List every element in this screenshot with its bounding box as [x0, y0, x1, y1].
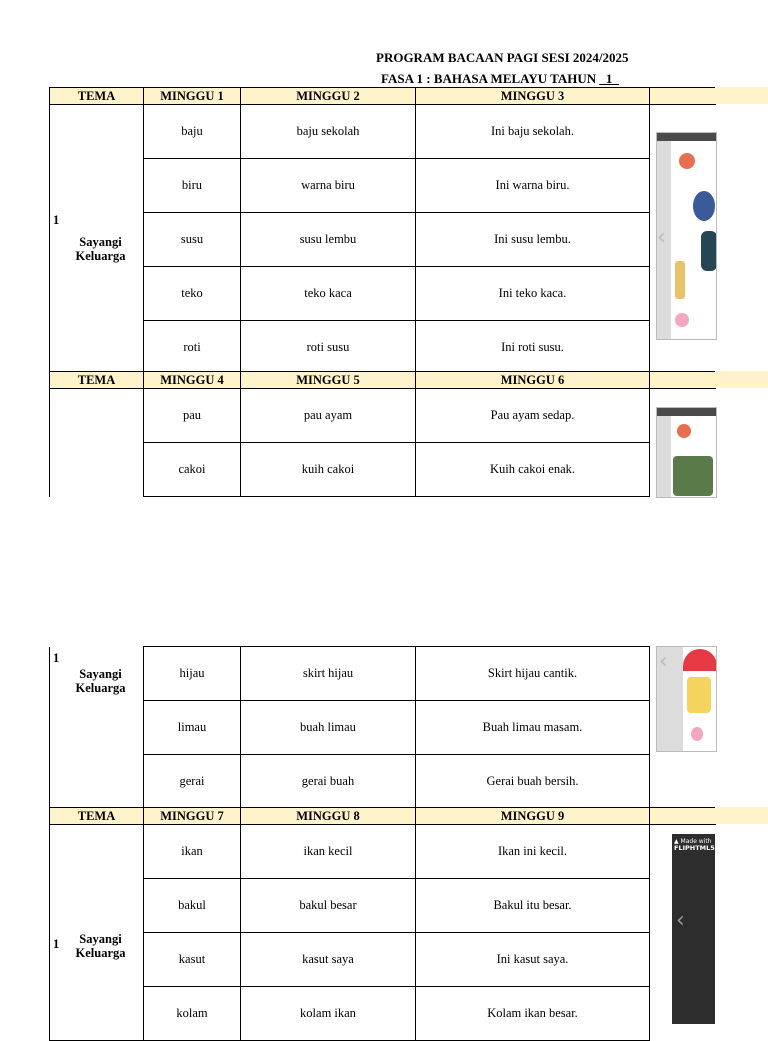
word-cell: gerai — [144, 755, 241, 809]
word-cell: kolam — [144, 987, 241, 1041]
header-row — [50, 88, 716, 105]
phrase-cell: skirt hijau — [241, 647, 416, 701]
table-row — [50, 321, 716, 375]
header-blank — [650, 372, 716, 389]
header-minggu-1: MINGGU 1 — [144, 88, 241, 105]
word-cell: bakul — [144, 879, 241, 933]
tema-cell — [50, 389, 144, 497]
tema-cell — [50, 647, 144, 809]
phrase-cell: pau ayam — [241, 389, 416, 443]
thumbnail-page — [683, 647, 716, 751]
table-row — [50, 105, 716, 159]
tema-name: Sayangi Keluarga — [75, 931, 126, 960]
sentence-cell: Ini warna biru. — [416, 159, 650, 213]
header-minggu-9: MINGGU 9 — [416, 808, 650, 825]
header-minggu-2: MINGGU 2 — [241, 88, 416, 105]
word-cell: roti — [144, 321, 241, 375]
phrase-cell: ikan kecil — [241, 825, 416, 879]
phrase-cell: baju sekolah — [241, 105, 416, 159]
word-cell: hijau — [144, 647, 241, 701]
header-stripe — [715, 807, 768, 824]
flipbook-thumbnail[interactable] — [656, 132, 717, 340]
table-section-1 — [49, 87, 716, 375]
header-tema: TEMA — [50, 808, 144, 825]
illustration-figure — [693, 191, 715, 221]
illustration-figure — [691, 727, 703, 741]
word-cell: kasut — [144, 933, 241, 987]
sentence-cell: Pau ayam sedap. — [416, 389, 650, 443]
sentence-cell: Skirt hijau cantik. — [416, 647, 650, 701]
table-row — [50, 389, 716, 443]
umbrella-illustration — [683, 649, 717, 671]
document-subtitle — [381, 71, 619, 87]
sentence-cell: Ini roti susu. — [416, 321, 650, 375]
thumbnail-page — [671, 416, 716, 497]
sentence-cell: Ini kasut saya. — [416, 933, 650, 987]
thumbnail-page — [671, 141, 716, 339]
table-row — [50, 267, 716, 321]
flipbook-thumbnail[interactable] — [656, 646, 717, 752]
table-row — [50, 987, 716, 1041]
word-cell: cakoi — [144, 443, 241, 497]
word-cell: biru — [144, 159, 241, 213]
header-blank — [650, 88, 716, 105]
header-blank — [650, 808, 716, 825]
flipbook-thumbnail[interactable] — [672, 834, 715, 1024]
table-row — [50, 213, 716, 267]
table-section-2-continued — [49, 646, 716, 809]
thumbnail-toolbar — [657, 408, 716, 416]
word-cell: susu — [144, 213, 241, 267]
tema-number: 1 — [53, 650, 60, 665]
tema-cell — [50, 105, 144, 375]
header-row — [50, 808, 716, 825]
header-stripe — [715, 371, 768, 388]
table-row — [50, 647, 716, 701]
header-minggu-4: MINGGU 4 — [144, 372, 241, 389]
flipbook-thumbnail[interactable] — [656, 407, 717, 498]
word-cell: pau — [144, 389, 241, 443]
chevron-left-icon[interactable]: ‹ — [676, 908, 685, 933]
illustration-figure — [675, 313, 689, 327]
tema-name: Sayangi Keluarga — [75, 666, 126, 695]
thumbnail-toolbar — [657, 133, 716, 141]
header-minggu-8: MINGGU 8 — [241, 808, 416, 825]
word-cell: ikan — [144, 825, 241, 879]
sentence-cell: Ini susu lembu. — [416, 213, 650, 267]
header-minggu-6: MINGGU 6 — [416, 372, 650, 389]
table-section-3 — [49, 807, 716, 1041]
chevron-left-icon[interactable]: ‹ — [659, 649, 668, 674]
sentence-cell: Ini baju sekolah. — [416, 105, 650, 159]
sentence-cell: Gerai buah bersih. — [416, 755, 650, 809]
table-row — [50, 443, 716, 497]
tema-number: 1 — [53, 937, 60, 951]
word-cell: limau — [144, 701, 241, 755]
sentence-cell: Bakul itu besar. — [416, 879, 650, 933]
subtitle-text: FASA 1 : BAHASA MELAYU TAHUN — [381, 71, 597, 86]
tema-name: Sayangi Keluarga — [75, 234, 126, 263]
watermark-line1: Made with — [680, 838, 712, 845]
tema-cell — [50, 825, 144, 1041]
illustration-figure — [687, 677, 711, 713]
sentence-cell: Kolam ikan besar. — [416, 987, 650, 1041]
fliphtml5-watermark — [674, 838, 715, 852]
phrase-cell: bakul besar — [241, 879, 416, 933]
watermark-line2: FLIPHTML5 — [674, 844, 715, 852]
tahun-value: _1_ — [599, 71, 619, 86]
illustration-figure — [701, 231, 717, 271]
illustration-figure — [673, 456, 713, 496]
phrase-cell: susu lembu — [241, 213, 416, 267]
table-row — [50, 825, 716, 879]
chevron-left-icon[interactable]: ‹ — [657, 225, 666, 250]
table-row — [50, 701, 716, 755]
table-row — [50, 879, 716, 933]
table-row — [50, 933, 716, 987]
phrase-cell: kasut saya — [241, 933, 416, 987]
header-tema: TEMA — [50, 372, 144, 389]
phrase-cell: warna biru — [241, 159, 416, 213]
tema-number: 1 — [53, 213, 60, 227]
sentence-cell: Buah limau masam. — [416, 701, 650, 755]
phrase-cell: teko kaca — [241, 267, 416, 321]
word-cell: baju — [144, 105, 241, 159]
phrase-cell: kolam ikan — [241, 987, 416, 1041]
header-minggu-3: MINGGU 3 — [416, 88, 650, 105]
table-row — [50, 159, 716, 213]
header-tema: TEMA — [50, 88, 144, 105]
word-cell: teko — [144, 267, 241, 321]
phrase-cell: roti susu — [241, 321, 416, 375]
illustration-figure — [679, 153, 695, 169]
sentence-cell: Ini teko kaca. — [416, 267, 650, 321]
phrase-cell: kuih cakoi — [241, 443, 416, 497]
header-stripe — [715, 87, 768, 104]
table-section-2 — [49, 371, 716, 497]
document-title: PROGRAM BACAAN PAGI SESI 2024/2025 — [376, 50, 629, 65]
graduation-cap-icon: ▲ — [674, 838, 679, 845]
phrase-cell: buah limau — [241, 701, 416, 755]
illustration-figure — [677, 424, 691, 438]
table-row — [50, 755, 716, 809]
sentence-cell: Ikan ini kecil. — [416, 825, 650, 879]
illustration-figure — [675, 261, 685, 299]
header-minggu-7: MINGGU 7 — [144, 808, 241, 825]
sentence-cell: Kuih cakoi enak. — [416, 443, 650, 497]
header-minggu-5: MINGGU 5 — [241, 372, 416, 389]
header-row — [50, 372, 716, 389]
phrase-cell: gerai buah — [241, 755, 416, 809]
